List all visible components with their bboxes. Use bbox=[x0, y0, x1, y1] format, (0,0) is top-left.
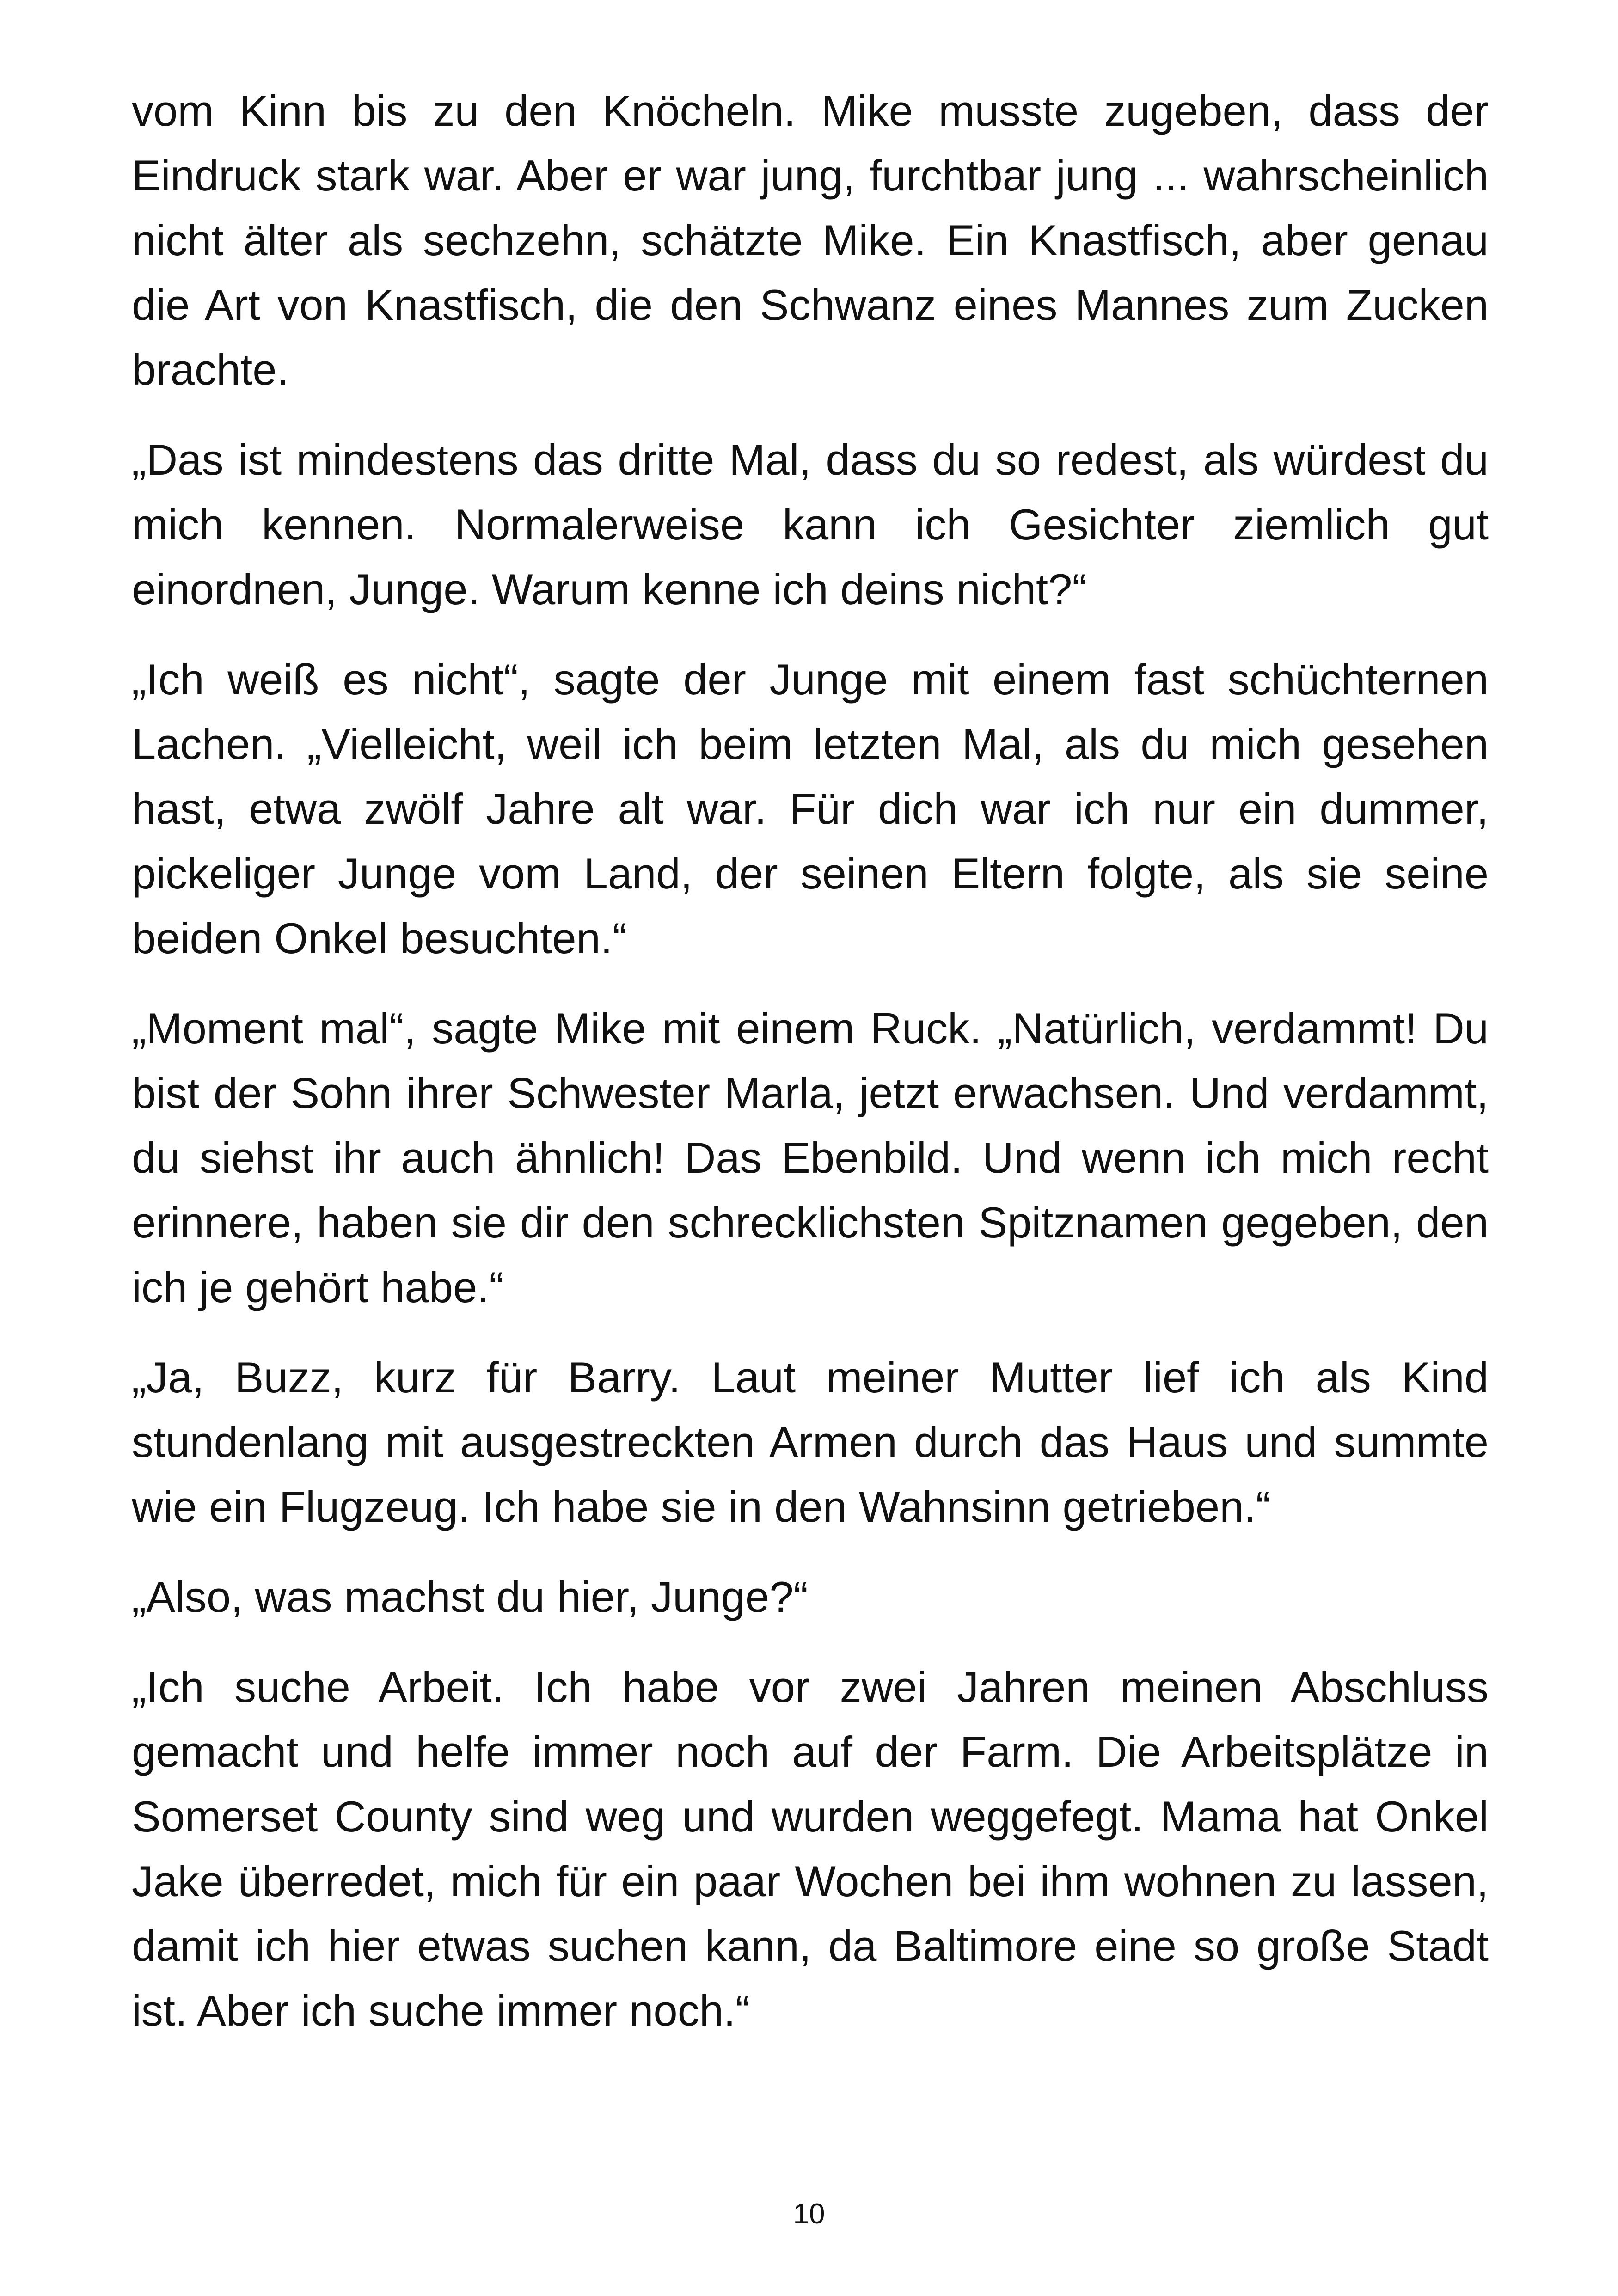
page-number: 10 bbox=[793, 2198, 825, 2230]
paragraph: „Moment mal“, sagte Mike mit einem Ruck. „Natürlich, verdammt! Du bist der Sohn ihrer Schwester Marla, jetzt erwachsen. Und verdammt, du siehst ihr auch ähnlich! Das Ebenbild. Und wenn ich mich recht erinnere, haben sie dir den schrecklichsten Spitznamen gegeben, den ich je gehört habe.“ bbox=[132, 1004, 1489, 1311]
paragraph: „Ich weiß es nicht“, sagte der Junge mit einem fast schüchternen Lachen. „Vielleicht, weil ich beim letzten Mal, als du mich gesehen hast, etwa zwölf Jahre alt war. Für dich war ich nur ein dummer, pickeliger Junge vom Land, der seinen Eltern folgte, als sie seine beiden Onkel besuchten.“ bbox=[132, 655, 1489, 962]
page-body bbox=[132, 79, 1489, 2069]
paragraph: „Also, was machst du hier, Junge?“ bbox=[132, 1573, 808, 1621]
paragraph: vom Kinn bis zu den Knöcheln. Mike musste zugeben, dass der Eindruck stark war. Aber er war jung, furchtbar jung ... wahrscheinlich nicht älter als sechzehn, schätzte Mike. Ein Knastfisch, aber genau die Art von Knastfisch, die den Schwanz eines Mannes zum Zucken brachte. bbox=[132, 86, 1489, 394]
paragraph: „Ich suche Arbeit. Ich habe vor zwei Jahren meinen Abschluss gemacht und helfe immer noch auf der Farm. Die Arbeitsplätze in Somerset County sind weg und wurden weggefegt. Mama hat Onkel Jake überredet, mich für ein paar Wochen bei ihm wohnen zu lassen, damit ich hier etwas suchen kann, da Baltimore eine so große Stadt ist. Aber ich suche immer noch.“ bbox=[132, 1663, 1489, 2035]
paragraph: „Das ist mindestens das dritte Mal, dass du so redest, als würdest du mich kennen. Normalerweise kann ich Gesichter ziemlich gut einordnen, Junge. Warum kenne ich deins nicht?“ bbox=[132, 435, 1489, 613]
paragraph: „Ja, Buzz, kurz für Barry. Laut meiner Mutter lief ich als Kind stundenlang mit ausgestreckten Armen durch das Haus und summte wie ein Flugzeug. Ich habe sie in den Wahnsinn getrieben.“ bbox=[132, 1353, 1489, 1531]
